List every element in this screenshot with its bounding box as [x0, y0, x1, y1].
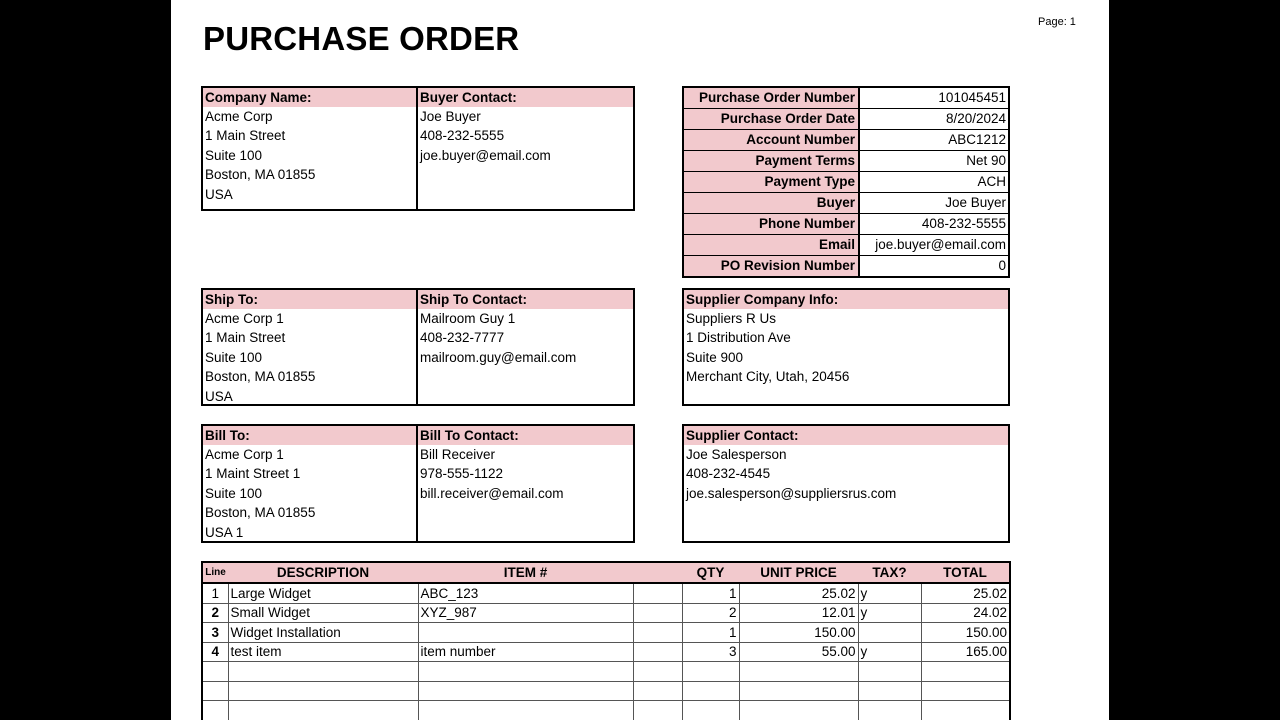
tax-cell — [858, 623, 921, 643]
empty-row — [202, 681, 1010, 701]
total-cell: 165.00 — [921, 642, 1010, 662]
line-cell: 1 — [202, 583, 228, 603]
ship-to-line: Suite 100 — [205, 349, 263, 365]
bill-to-contact-line: 978-555-1122 — [420, 466, 504, 482]
description-cell: Widget Installation — [228, 623, 418, 643]
total-cell: 24.02 — [921, 603, 1010, 623]
buyer-contact-line: 408-232-5555 — [420, 128, 505, 144]
email-value: joe.buyer@email.com — [875, 237, 1006, 252]
header-item: ITEM # — [418, 562, 633, 583]
bill-to-contact-column — [418, 426, 633, 503]
summary-row-buyer: Buyer Joe Buyer — [684, 192, 1008, 213]
total-cell: 25.02 — [921, 583, 1010, 603]
bill-to-line: USA 1 — [205, 524, 244, 540]
ship-to-column — [203, 290, 416, 406]
unit-price-cell: 12.01 — [739, 603, 858, 623]
ship-to-header: Ship To: — [205, 292, 258, 307]
bill-to-box — [201, 424, 635, 543]
description-cell: Large Widget — [228, 583, 418, 603]
table-row — [202, 603, 1010, 623]
line-cell: 3 — [202, 623, 228, 643]
bill-to-line: 1 Maint Street 1 — [205, 466, 301, 482]
company-line: Suite 100 — [205, 147, 263, 163]
summary-row-payment-type: Payment Type ACH — [684, 171, 1008, 192]
qty-cell: 3 — [682, 642, 739, 662]
bill-to-contact-header: Bill To Contact: — [420, 428, 519, 443]
ship-to-contact-header: Ship To Contact: — [420, 292, 527, 307]
bill-to-line: Acme Corp 1 — [205, 447, 284, 462]
buyer-contact-line: joe.buyer@email.com — [420, 147, 551, 163]
description-cell: test item — [228, 642, 418, 662]
supplier-contact-line: 408-232-4545 — [686, 466, 771, 482]
bill-to-contact-line: bill.receiver@email.com — [420, 485, 564, 501]
bill-to-header: Bill To: — [205, 428, 250, 443]
terms-value: Net 90 — [966, 153, 1006, 168]
table-row — [202, 642, 1010, 662]
tax-cell: y — [858, 642, 921, 662]
po-number-value: 101045451 — [938, 90, 1006, 105]
supplier-info-line: Suite 900 — [686, 349, 744, 365]
company-header: Company Name: — [205, 90, 312, 105]
po-summary-grid — [682, 86, 1010, 278]
bill-to-line: Boston, MA 01855 — [205, 505, 316, 521]
qty-cell: 1 — [682, 623, 739, 643]
table-row — [202, 583, 1010, 603]
revision-value: 0 — [998, 258, 1006, 273]
ship-to-line: USA — [205, 388, 233, 404]
supplier-info-header: Supplier Company Info: — [686, 292, 839, 307]
company-box — [201, 86, 635, 211]
ship-to-contact-column — [418, 290, 633, 367]
payment-type-value: ACH — [977, 174, 1006, 189]
ship-to-line: Boston, MA 01855 — [205, 369, 316, 385]
header-line: Line — [202, 562, 228, 583]
summary-row-po-number: Purchase Order Number 101045451 — [684, 88, 1008, 108]
header-tax: TAX? — [858, 562, 921, 583]
supplier-contact-column — [684, 426, 1004, 503]
tax-cell: y — [858, 603, 921, 623]
summary-row-email: Email joe.buyer@email.com — [684, 234, 1008, 255]
ship-to-contact-line: mailroom.guy@email.com — [420, 349, 577, 365]
po-date-value: 8/20/2024 — [945, 111, 1006, 126]
line-cell: 4 — [202, 642, 228, 662]
company-line: Acme Corp — [205, 109, 273, 124]
unit-price-cell: 25.02 — [739, 583, 858, 603]
unit-price-cell: 150.00 — [739, 623, 858, 643]
header-qty: QTY — [682, 562, 739, 583]
buyer-value: Joe Buyer — [945, 195, 1006, 210]
company-column — [203, 88, 416, 204]
header-total: TOTAL — [921, 562, 1010, 583]
supplier-info-line: Merchant City, Utah, 20456 — [686, 369, 850, 385]
unit-price-cell: 55.00 — [739, 642, 858, 662]
item-cell — [418, 623, 633, 643]
phone-value: 408-232-5555 — [921, 216, 1006, 231]
buyer-contact-header: Buyer Contact: — [420, 90, 517, 105]
tax-cell: y — [858, 583, 921, 603]
item-cell: XYZ_987 — [418, 603, 633, 623]
qty-cell: 1 — [682, 583, 739, 603]
bill-to-line: Suite 100 — [205, 485, 263, 501]
supplier-info-line: 1 Distribution Ave — [686, 330, 791, 346]
company-line: 1 Main Street — [205, 128, 286, 144]
table-header-row — [202, 562, 1010, 583]
ship-to-contact-line: Mailroom Guy 1 — [420, 311, 516, 326]
summary-row-po-date: Purchase Order Date 8/20/2024 — [684, 108, 1008, 129]
qty-cell: 2 — [682, 603, 739, 623]
company-line: USA — [205, 186, 233, 202]
page-number: Page: 1 — [1038, 16, 1076, 28]
empty-row — [202, 701, 1010, 720]
ship-to-contact-line: 408-232-7777 — [420, 330, 505, 346]
item-cell: item number — [418, 642, 633, 662]
purchase-order-page — [171, 0, 1109, 720]
ship-to-box — [201, 288, 635, 406]
document-title: PURCHASE ORDER — [203, 20, 520, 57]
summary-row-account: Account Number ABC1212 — [684, 129, 1008, 150]
supplier-info-box — [682, 288, 1010, 406]
empty-row — [202, 662, 1010, 682]
supplier-contact-line: Joe Salesperson — [686, 447, 787, 462]
item-cell: ABC_123 — [418, 583, 633, 603]
line-cell: 2 — [202, 603, 228, 623]
supplier-contact-line: joe.salesperson@suppliersrus.com — [686, 485, 897, 501]
company-line: Boston, MA 01855 — [205, 167, 316, 183]
header-description: DESCRIPTION — [228, 562, 418, 583]
table-row — [202, 623, 1010, 643]
ship-to-line: 1 Main Street — [205, 330, 286, 346]
account-value: ABC1212 — [948, 132, 1006, 147]
supplier-info-line: Suppliers R Us — [686, 311, 777, 326]
supplier-info-column — [684, 290, 1004, 387]
bill-to-contact-line: Bill Receiver — [420, 447, 496, 462]
buyer-contact-column — [418, 88, 633, 165]
total-cell: 150.00 — [921, 623, 1010, 643]
description-cell: Small Widget — [228, 603, 418, 623]
header-unit-price: UNIT PRICE — [739, 562, 858, 583]
bill-to-column — [203, 426, 416, 542]
summary-row-phone: Phone Number 408-232-5555 — [684, 213, 1008, 234]
buyer-contact-line: Joe Buyer — [420, 109, 481, 124]
summary-row-revision: PO Revision Number 0 — [684, 255, 1008, 276]
line-items-table — [201, 561, 1011, 720]
summary-row-terms: Payment Terms Net 90 — [684, 150, 1008, 171]
supplier-contact-header: Supplier Contact: — [686, 428, 799, 443]
ship-to-line: Acme Corp 1 — [205, 311, 284, 326]
supplier-contact-box — [682, 424, 1010, 543]
